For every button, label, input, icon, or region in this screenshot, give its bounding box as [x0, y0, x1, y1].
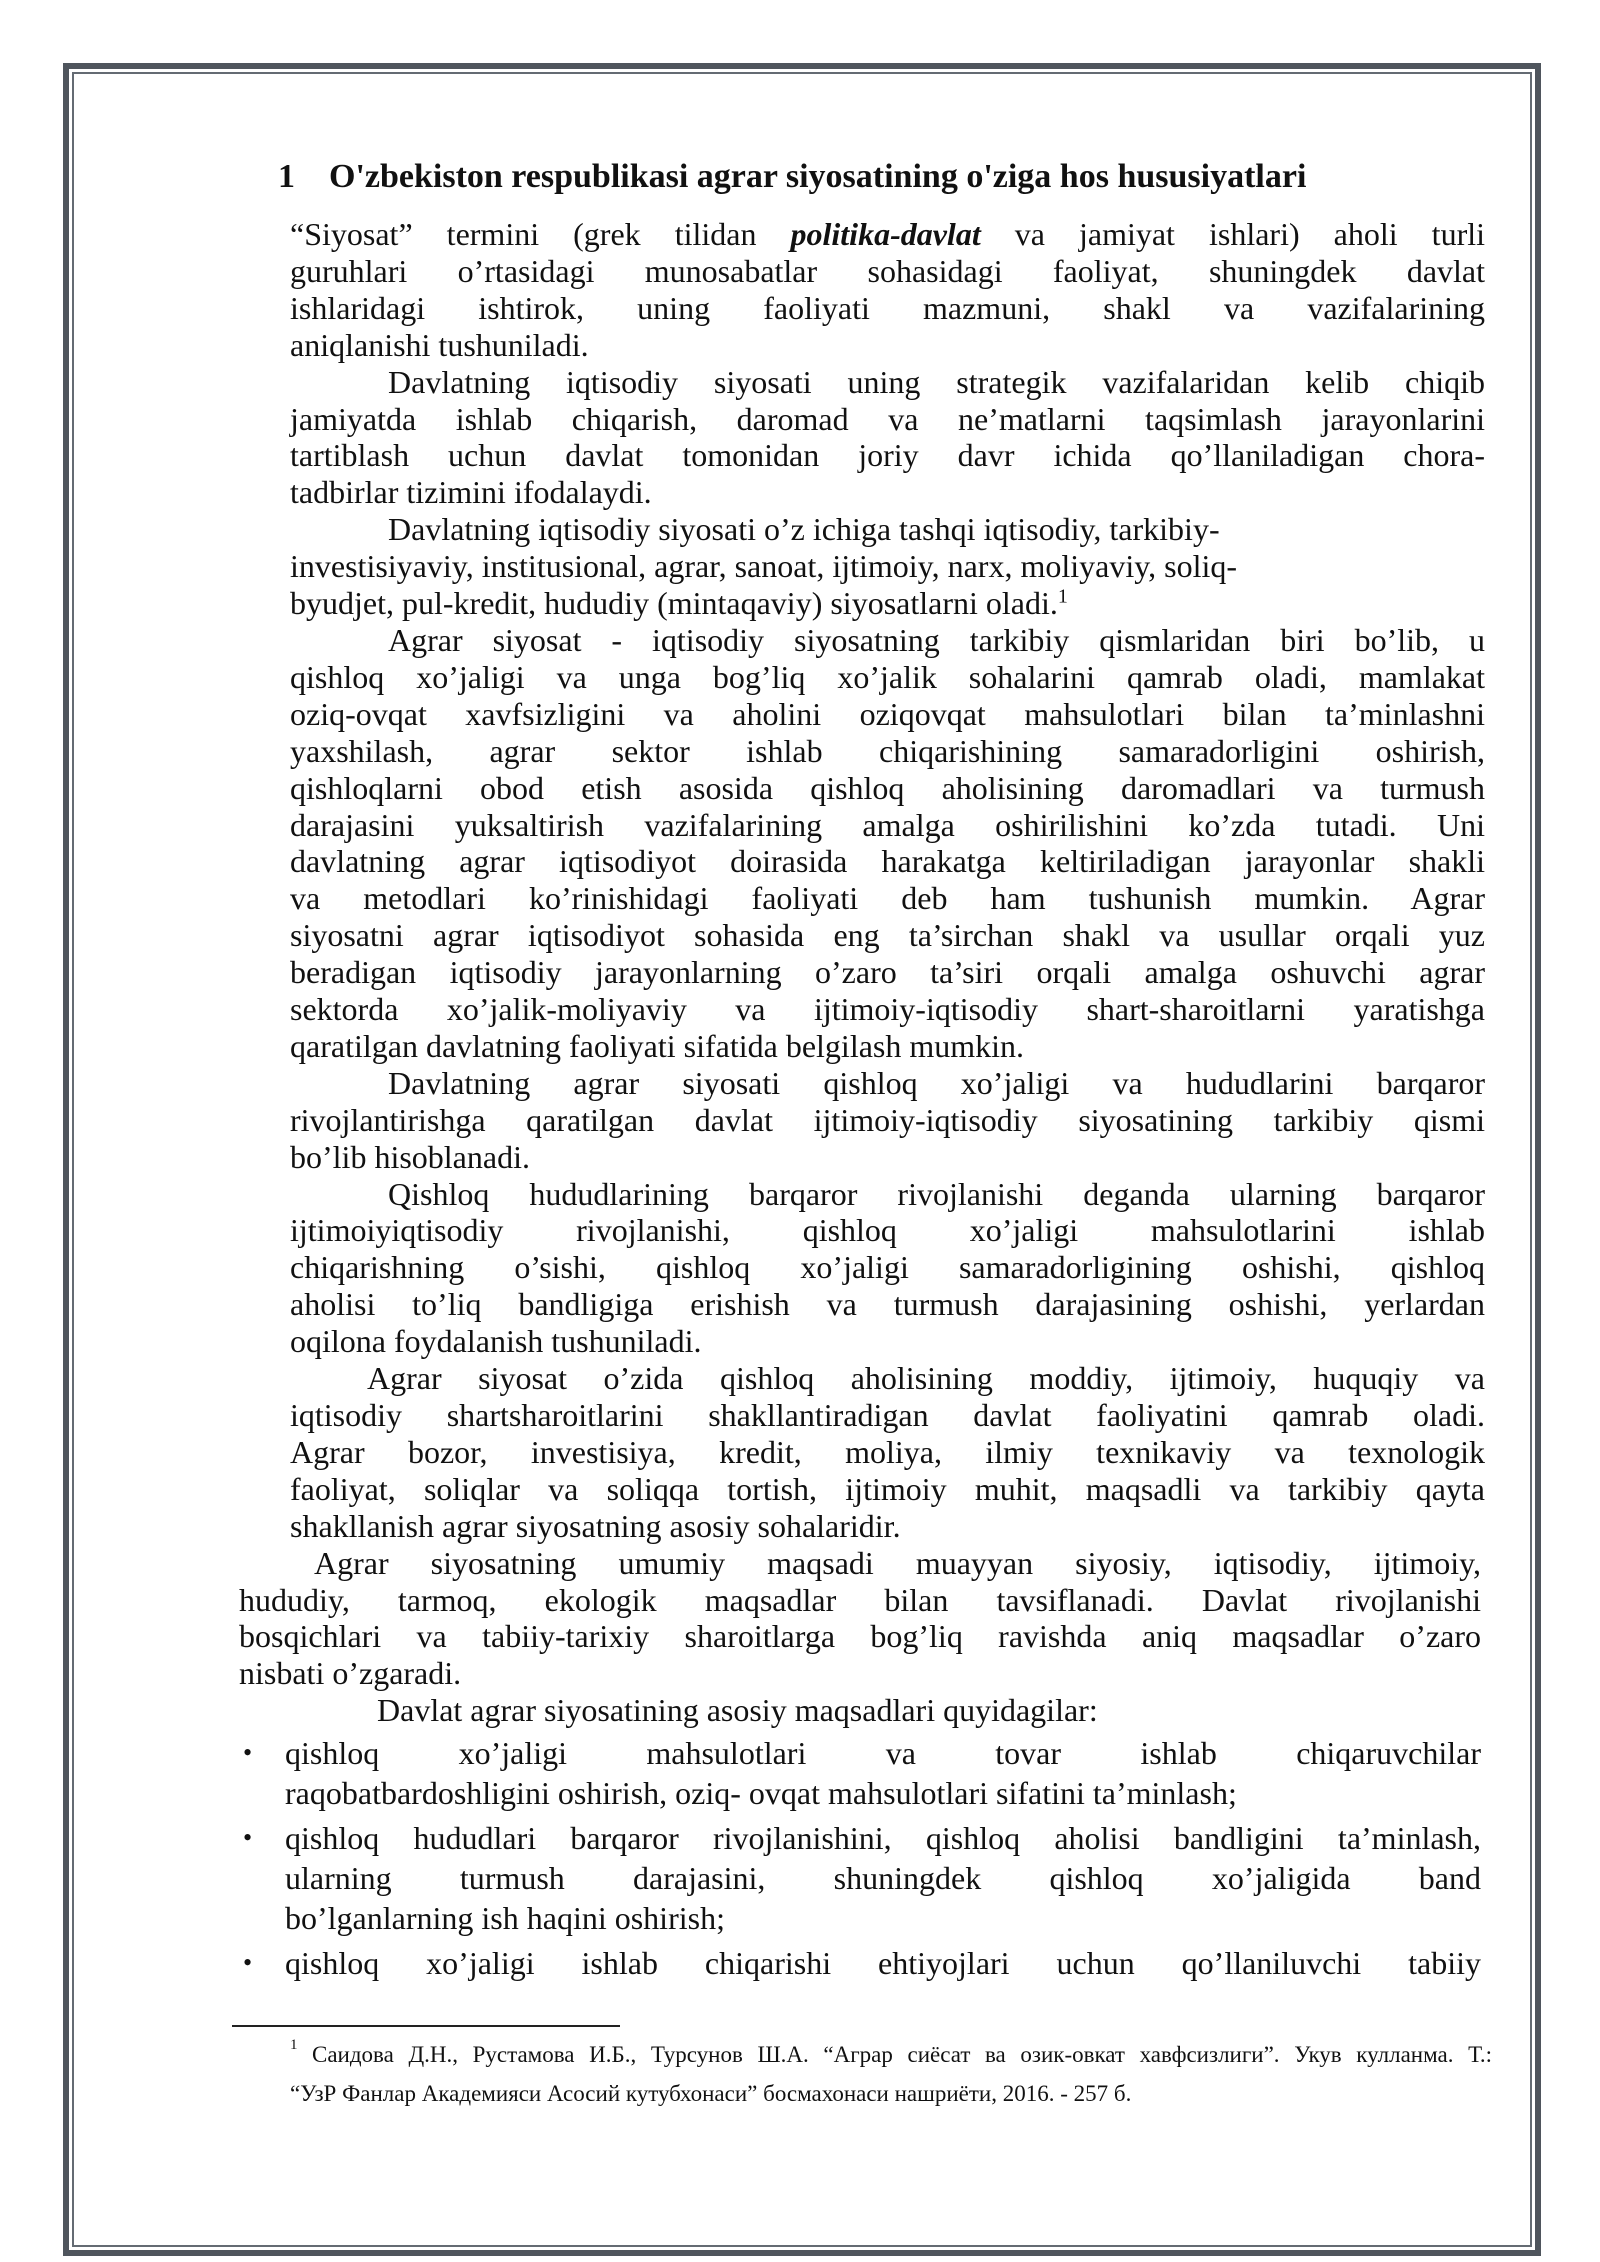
text-line: bosqichlari va tabiiy-tarixiy sharoitlarga bog’liq ravishda aniq maqsadlar o’zaro [239, 1618, 1481, 1655]
text-line: ijtimoiyiqtisodiy rivojlanishi, qishloq xo’jaligi mahsulotlarini ishlab [290, 1212, 1485, 1249]
text-line: beradigan iqtisodiy jarayonlarning o’zaro ta’siri orqali amalga oshuvchi agrar [290, 954, 1485, 991]
text-line: “УзР Фанлар Академияси Асосий кутубхонаси” босмахонаси нашриёти, 2016. - 257 б. [290, 2081, 1132, 2106]
document-body [0, 216, 1600, 1729]
text-line: yaxshilash, agrar sektor ishlab chiqarishining samaradorligini oshirish, [290, 732, 1485, 769]
text-line: Davlatning iqtisodiy siyosati o’z ichiga tashqi iqtisodiy, tarkibiy- [388, 511, 1220, 548]
list-intro [239, 1692, 1481, 1729]
text-line: oqilona foydalanish tushuniladi. [290, 1323, 702, 1360]
section-heading [0, 157, 1600, 197]
text-line: sektorda xo’jalik-moliyaviy va ijtimoiy-iqtisodiy shart-sharoitlarni yaratishga [290, 991, 1485, 1028]
text-line: Agrar siyosat o’zida qishloq aholisining moddiy, ijtimoiy, huquqiy va [367, 1360, 1485, 1397]
list-item-text [285, 1733, 1481, 1813]
text-line: hududiy, tarmoq, ekologik maqsadlar bilan tavsiflanadi. Davlat rivojlanishi [239, 1581, 1481, 1618]
text-line: tartiblash uchun davlat tomonidan joriy davr ichida qo’llaniladigan chora- [290, 437, 1485, 474]
text-line: va metodlari ko’rinishidagi faoliyati deb ham tushunish mumkin. Agrar [290, 880, 1485, 917]
text-line: Davlatning agrar siyosati qishloq xo’jaligi va hududlarini barqaror [388, 1064, 1485, 1101]
text-segment: byudjet, pul-kredit, hududiy (mintaqaviy) siyosatlarni oladi. [290, 585, 1058, 622]
text-line: nisbati o’zgaradi. [239, 1655, 462, 1692]
footnote-number: 1 [290, 2037, 298, 2053]
text-line: davlatning agrar iqtisodiyot doirasida harakatga keltiriladigan jarayonlar shakli [290, 843, 1485, 880]
text-segment: “Siyosat” termini (grek tilidan [290, 216, 791, 252]
text-line: Davlatning iqtisodiy siyosati uning strategik vazifalaridan kelib chiqib [388, 363, 1485, 400]
text-line: raqobatbardoshligini oshirish, oziq- ovqat mahsulotlari sifatini ta’minlash; [285, 1775, 1237, 1811]
text-line: oziq-ovqat xavfsizligini va aholini oziqovqat mahsulotlari bilan ta’minlashni [290, 695, 1485, 732]
text-line: Agrar siyosatning umumiy maqsadi muayyan siyosiy, iqtisodiy, ijtimoiy, [314, 1544, 1481, 1581]
footnote [290, 2035, 1492, 2113]
text-line: qaratilgan davlatning faoliyati sifatida belgilash mumkin. [290, 1027, 1025, 1064]
bullet-icon: • [243, 1738, 253, 1767]
paragraph [239, 1545, 1481, 1693]
text-line [290, 216, 1485, 253]
list-item [243, 1733, 1481, 1813]
emphasized-term: politika-davlat [790, 216, 981, 252]
text-line: darajasini yuksaltirish vazifalarining amalga oshirilishini ko’zda tutadi. Uni [290, 806, 1485, 843]
list-item [243, 1943, 1481, 1983]
footnote-text [290, 2035, 1492, 2113]
text-line: investisiyaviy, institusional, agrar, sanoat, ijtimoiy, narx, moliyaviy, soliq- [290, 548, 1238, 585]
footnote-reference[interactable]: 1 [1057, 585, 1068, 608]
paragraph [290, 364, 1485, 512]
list-item [243, 1818, 1481, 1938]
text-line: qishloq xo’jaligi mahsulotlari va tovar ishlab chiqaruvchilar [285, 1735, 1481, 1771]
text-line: guruhlari o’rtasidagi munosabatlar sohasidagi faoliyat, shuningdek davlat [290, 252, 1485, 289]
text-line: rivojlantirishga qaratilgan davlat ijtimoiy-iqtisodiy siyosatining tarkibiy qismi [290, 1101, 1485, 1138]
text-line: tadbirlar tizimini ifodalaydi. [290, 474, 652, 511]
goals-list [0, 1733, 1600, 1983]
text-line: ularning turmush darajasini, shuningdek qishloq xo’jaligida band [285, 1860, 1481, 1896]
text-line: qishloq xo’jaligi va unga bog’liq xo’jalik sohalarini qamrab oladi, mamlakat [290, 658, 1485, 695]
text-segment: va jamiyat ishlari) aholi turli [980, 216, 1486, 252]
text-line: jamiyatda ishlab chiqarish, daromad va ne’matlarni taqsimlash jarayonlarini [290, 400, 1485, 437]
list-item-text [285, 1943, 1481, 1983]
text-line: iqtisodiy shartsharoitlarini shakllantiradigan davlat faoliyatini qamrab oladi. [290, 1397, 1485, 1433]
text-line: ishlaridagi ishtirok, uning faoliyati mazmuni, shakl va vazifalarining [290, 289, 1485, 326]
text-line: aholisi to’liq bandligiga erishish va turmush darajasining oshishi, yerlardan [290, 1286, 1485, 1323]
text-line: chiqarishning o’sishi, qishloq xo’jaligi samaradorligining oshishi, qishloq [290, 1249, 1485, 1286]
paragraph [290, 511, 1485, 622]
bullet-icon: • [243, 1948, 253, 1977]
section-number: 1 [278, 158, 295, 195]
paragraph [290, 1065, 1485, 1176]
text-line: Davlat agrar siyosatining asosiy maqsadlari quyidagilar: [377, 1692, 1098, 1729]
text-line: Qishloq hududlarining barqaror rivojlanishi deganda ularning barqaror [388, 1175, 1485, 1212]
paragraph [290, 622, 1485, 1065]
list-item-text [285, 1818, 1481, 1938]
text-line: qishloq xo’jaligi ishlab chiqarishi ehtiyojlari uchun qo’llaniluvchi tabiiy [285, 1945, 1481, 1981]
text-line: aniqlanishi tushuniladi. [290, 326, 589, 363]
paragraph [290, 1360, 1485, 1545]
bullet-icon: • [243, 1823, 253, 1852]
paragraph [290, 216, 1485, 364]
paragraph [290, 1176, 1485, 1361]
text-line: qishloqlarni obod etish asosida qishloq aholisining daromadlari va turmush [290, 769, 1485, 806]
section-title: O'zbekiston respublikasi agrar siyosatining o'ziga hos hususiyatlari [329, 158, 1307, 195]
text-line: bo’lganlarning ish haqini oshirish; [285, 1900, 725, 1936]
text-line [290, 585, 1485, 622]
text-line: Agrar bozor, investisiya, kredit, moliya, ilmiy texnikaviy va texnologik [290, 1433, 1485, 1470]
text-line: Саидова Д.Н., Рустамова И.Б., Турсунов Ш.А. “Аграр сиёсат ва озик-овкат хавфсизлиги”. Укув кулланма. Т.: [312, 2042, 1492, 2067]
text-line: qishloq hududlari barqaror rivojlanishini, qishloq aholisi bandligini ta’minlash, [285, 1820, 1481, 1856]
text-line: bo’lib hisoblanadi. [290, 1138, 530, 1175]
text-line: faoliyat, soliqlar va soliqqa tortish, ijtimoiy muhit, maqsadli va tarkibiy qayta [290, 1470, 1485, 1507]
text-line: shakllanish agrar siyosatning asosiy sohalaridir. [290, 1507, 901, 1544]
text-line: siyosatni agrar iqtisodiyot sohasida eng ta’sirchan shakl va usullar orqali yuz [290, 917, 1485, 954]
text-line: Agrar siyosat - iqtisodiy siyosatning tarkibiy qismlaridan biri bo’lib, u [388, 621, 1485, 658]
